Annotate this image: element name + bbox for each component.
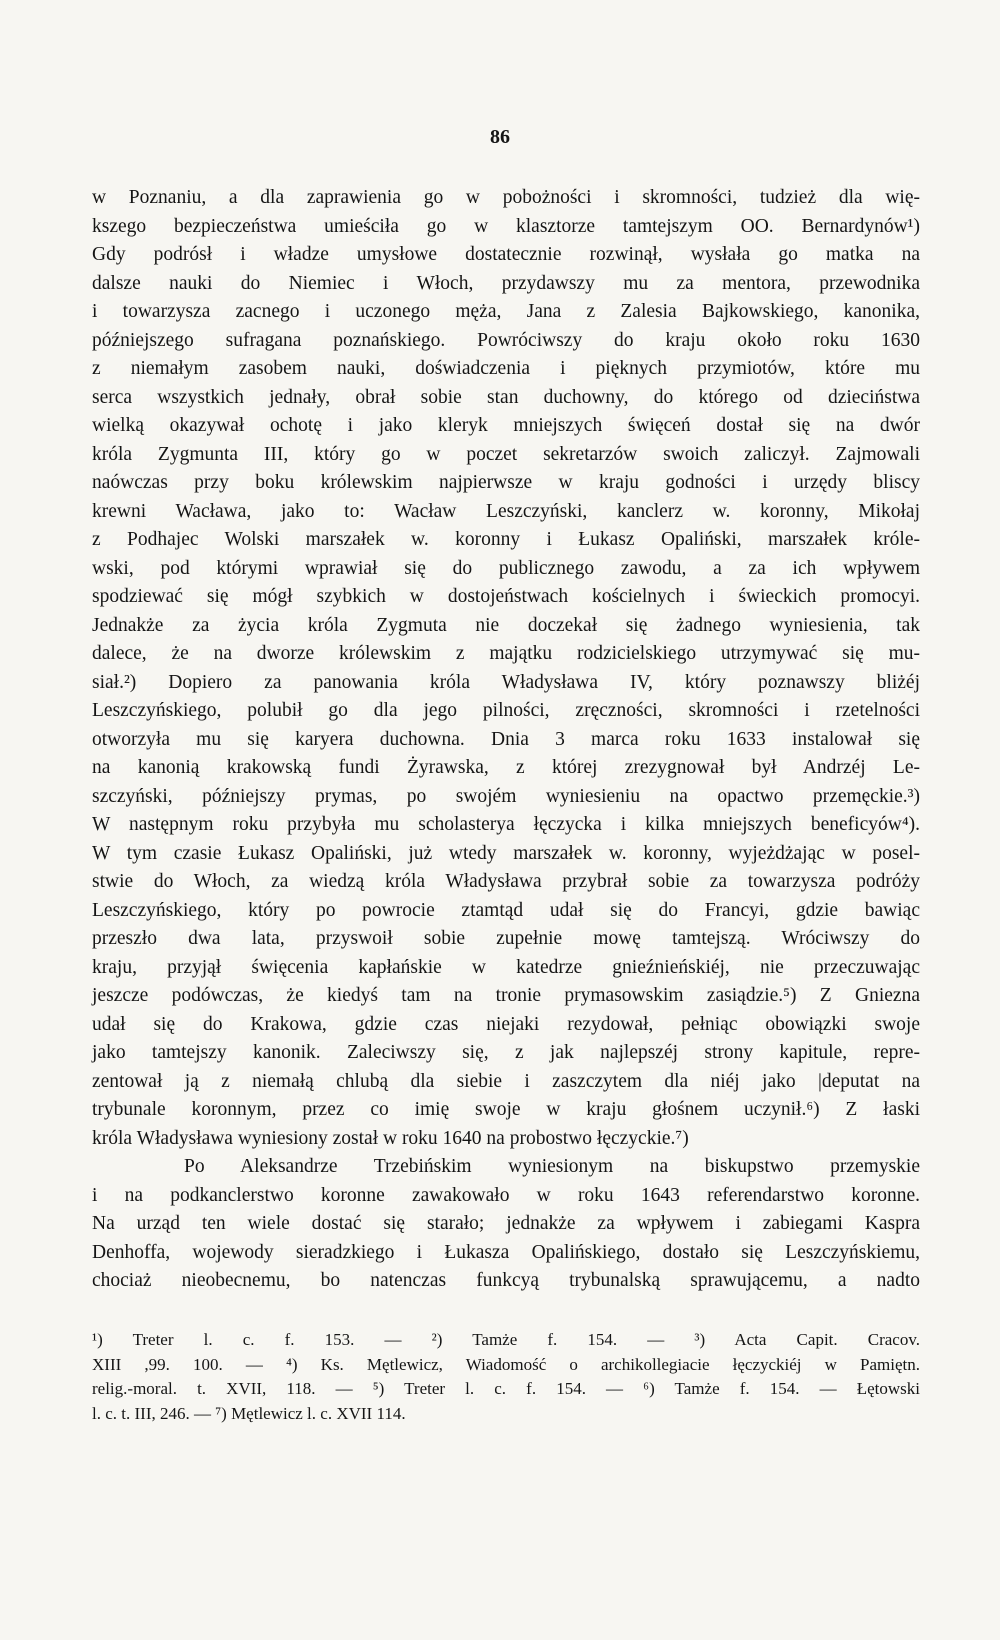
paragraph-first-line: Po Aleksandrze Trzebińskim wyniesionym na biskupstwo przemyskie xyxy=(184,1156,920,1177)
text-line: chociaż nieobecnemu, bo natenczas funkcyą trybunalską sprawującemu, a nadto xyxy=(92,1270,920,1291)
text-line: i na podkanclerstwo koronne zawakowało w roku 1643 referendarstwo koronne. xyxy=(92,1184,920,1206)
text-line: udał się do Krakowa, gdzie czas niejaki rezydował, pełniąc obowiązki swoje xyxy=(92,1013,920,1035)
text-line: Gdy podrósł i władze umysłowe dostatecznie rozwinął, wysłała go matka na xyxy=(92,244,920,265)
text-line: późniejszego sufragana poznańskiego. Powróciwszy do kraju około roku 1630 xyxy=(92,329,920,351)
footnote-line: XIII ,99. 100. — ⁴) Ks. Mętlewicz, Wiadomość o archikollegiacie łęczyckiéj w Pamiętn. xyxy=(92,1354,920,1374)
text-line: Leszczyńskiego, polubił go dla jego pilności, zręczności, skromności i rzetelności xyxy=(92,700,920,721)
text-line: naówczas przy boku królewskim najpierwsze w kraju godności i urzędy bliscy xyxy=(92,472,920,493)
text-line: na kanonią krakowską fundi Żyrawska, z której zrezygnował był Andrzéj Le- xyxy=(92,757,920,778)
text-line: jako tamtejszy kanonik. Zaleciwszy się, z jak najlepszéj strony kapitule, repre- xyxy=(92,1042,920,1063)
footnote-line: relig.-moral. t. XVII, 118. — ⁵) Treter l. c. f. 154. — ⁶) Tamże f. 154. — Łętowski xyxy=(92,1379,920,1398)
text-line: Denhoffa, wojewody sieradzkiego i Łukasza Opalińskiego, dostało się Leszczyńskiemu, xyxy=(92,1241,920,1263)
text-line: przeszło dwa lata, przyswoił sobie zupełnie mowę tamtejszą. Wróciwszy do xyxy=(92,928,920,949)
text-line: Na urząd ten wiele dostać się starało; jednakże za wpływem i zabiegami Kaspra xyxy=(92,1213,920,1234)
text-line: kraju, przyjął święcenia kapłańskie w katedrze gnieźnieńskiéj, nie przeczuwając xyxy=(92,956,920,978)
text-line: stwie do Włoch, za wiedzą króla Władysława przybrał sobie za towarzysza podróży xyxy=(92,871,920,892)
text-line: W następnym roku przybyła mu scholasterya łęczycka i kilka mniejszych beneficyów⁴). xyxy=(92,814,920,835)
text-line: z Podhajec Wolski marszałek w. koronny i Łukasz Opaliński, marszałek króle- xyxy=(92,529,920,550)
text-line: króla Władysława wyniesiony został w roku 1640 na probostwo łęczyckie.⁷) xyxy=(92,1127,689,1149)
text-line: dalece, że na dworze królewskim z majątku rodzicielskiego utrzymywać się mu- xyxy=(92,643,920,664)
text-line: w Poznaniu, a dla zaprawienia go w pobożności i skromności, tudzież dla wię- xyxy=(92,187,920,208)
footnote-line: l. c. t. III, 246. — ⁷) Mętlewicz l. c. XVII 114. xyxy=(92,1403,406,1423)
text-line: wski, pod którymi wprawiał się do publicznego zawodu, a za ich wpływem xyxy=(92,557,920,579)
text-line: i towarzysza zacnego i uczonego męża, Jana z Zalesia Bajkowskiego, kanonika, xyxy=(92,301,920,322)
page-number: 86 xyxy=(490,126,510,148)
text-line: wielką okazywał ochotę i jako kleryk mniejszych święceń dostał się na dwór xyxy=(92,415,920,436)
footnotes xyxy=(92,1328,920,1426)
body-text xyxy=(92,184,920,1296)
text-line: krewni Wacława, jako to: Wacław Leszczyński, kanclerz w. koronny, Mikołaj xyxy=(92,500,920,522)
text-line: szczyński, późniejszy prymas, po swojém wyniesieniu na opactwo przemęckie.³) xyxy=(92,785,920,807)
text-line: zentował ją z niemałą chlubą dla siebie i zaszczytem dla niéj jako |deputat na xyxy=(92,1070,920,1092)
text-line: serca wszystkich jednały, obrał sobie stan duchowny, do którego od dzieciństwa xyxy=(92,386,920,408)
text-line: Jednakże za życia króla Zygmuta nie doczekał się żadnego wyniesienia, tak xyxy=(92,614,920,636)
text-line: otworzyła mu się karyera duchowna. Dnia 3 marca roku 1633 instalował się xyxy=(92,728,920,750)
text-line: dalsze nauki do Niemiec i Włoch, przydawszy mu za mentora, przewodnika xyxy=(92,272,920,294)
text-line: spodziewać się mógł szybkich w dostojeństwach kościelnych i świeckich promocyi. xyxy=(92,586,920,607)
text-line: siał.²) Dopiero za panowania króla Władysława IV, który poznawszy bliżéj xyxy=(92,671,920,693)
text-line: kszego bezpieczeństwa umieściła go w klasztorze tamtejszym OO. Bernardynów¹) xyxy=(92,215,920,237)
text-line: Leszczyńskiego, który po powrocie ztamtąd udał się do Francyi, gdzie bawiąc xyxy=(92,899,920,921)
text-line: z niemałym zasobem nauki, doświadczenia i pięknych przymiotów, które mu xyxy=(92,358,920,379)
text-line: jeszcze podówczas, że kiedyś tam na tronie prymasowskim zasiądzie.⁵) Z Gniezna xyxy=(92,985,920,1006)
text-line: W tym czasie Łukasz Opaliński, już wtedy marszałek w. koronny, wyjeżdżając w posel- xyxy=(92,842,920,864)
footnote-line: ¹) Treter l. c. f. 153. — ²) Tamże f. 154. — ³) Acta Capit. Cracov. xyxy=(92,1330,920,1349)
text-line: trybunale koronnym, przez co imię swoje w kraju głośnem uczynił.⁶) Z łaski xyxy=(92,1099,920,1120)
text-line: króla Zygmunta III, który go w poczet sekretarzów swoich zaliczył. Zajmowali xyxy=(92,443,920,465)
